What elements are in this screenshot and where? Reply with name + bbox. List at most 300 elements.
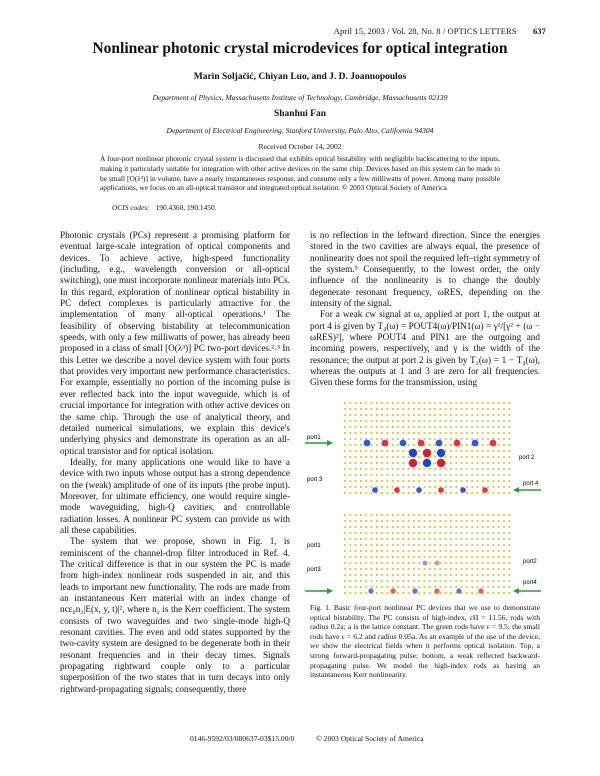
- lattice-rod: [455, 550, 457, 552]
- lattice-rod: [471, 532, 473, 534]
- lattice-rod: [439, 420, 441, 422]
- lattice-rod: [381, 544, 383, 546]
- lattice-rod: [508, 526, 510, 528]
- lattice-rod: [498, 556, 500, 558]
- lattice-rod: [360, 492, 362, 494]
- lattice-rod: [461, 562, 463, 564]
- lattice-rod: [471, 592, 473, 594]
- lattice-rod: [429, 402, 431, 404]
- lattice-rod: [418, 514, 420, 516]
- lattice-rod: [402, 592, 404, 594]
- lattice-rod: [450, 492, 452, 494]
- lattice-rod: [418, 574, 420, 576]
- running-header-text: April 15, 2003 / Vol. 28, No. 8 / OPTICS LETTERS: [333, 26, 517, 36]
- lattice-rod: [344, 444, 346, 446]
- lattice-rod: [392, 480, 394, 482]
- lattice-rod: [408, 480, 410, 482]
- lattice-rod: [349, 444, 351, 446]
- lattice-rod: [508, 468, 510, 470]
- lattice-rod: [434, 432, 436, 434]
- lattice-rod: [476, 462, 478, 464]
- lattice-rod: [450, 426, 452, 428]
- port-label: port 2: [519, 455, 535, 461]
- lattice-rod: [365, 562, 367, 564]
- lattice-rod: [461, 480, 463, 482]
- lattice-rod: [355, 414, 357, 416]
- lattice-rod: [439, 414, 441, 416]
- lattice-rod: [402, 408, 404, 410]
- lattice-rod: [365, 550, 367, 552]
- lattice-rod: [445, 474, 447, 476]
- lattice-rod: [429, 532, 431, 534]
- lattice-rod: [455, 456, 457, 458]
- lattice-rod: [397, 514, 399, 516]
- lattice-rod: [450, 432, 452, 434]
- lattice-rod: [445, 568, 447, 570]
- lattice-rod: [471, 462, 473, 464]
- lattice-rod: [355, 426, 357, 428]
- lattice-rod: [386, 468, 388, 470]
- lattice-rod: [402, 456, 404, 458]
- lattice-rod: [355, 580, 357, 582]
- lattice-rod: [413, 514, 415, 516]
- lattice-rod: [429, 420, 431, 422]
- field-blob: [423, 561, 428, 566]
- field-blob: [435, 561, 440, 566]
- lattice-rod: [429, 562, 431, 564]
- lattice-rod: [487, 526, 489, 528]
- lattice-rod: [397, 450, 399, 452]
- lattice-rod: [492, 456, 494, 458]
- lattice-rod: [376, 520, 378, 522]
- lattice-rod: [392, 438, 394, 440]
- lattice-rod: [370, 480, 372, 482]
- lattice-rod: [381, 462, 383, 464]
- lattice-rod: [344, 402, 346, 404]
- lattice-rod: [381, 480, 383, 482]
- lattice-rod: [349, 586, 351, 588]
- lattice-rod: [349, 492, 351, 494]
- lattice-rod: [370, 426, 372, 428]
- lattice-rod: [376, 544, 378, 546]
- lattice-rod: [476, 544, 478, 546]
- lattice-rod: [482, 580, 484, 582]
- lattice-rod: [466, 592, 468, 594]
- lattice-rod: [429, 592, 431, 594]
- lattice-rod: [461, 474, 463, 476]
- lattice-rod: [376, 456, 378, 458]
- affiliation-2: Department of Electrical Engineering, Stanford University, Palo Alto, California 94304: [166, 126, 434, 135]
- lattice-rod: [386, 450, 388, 452]
- lattice-rod: [370, 568, 372, 570]
- lattice-rod: [397, 574, 399, 576]
- lattice-rod: [344, 450, 346, 452]
- lattice-rod: [508, 514, 510, 516]
- lattice-rod: [397, 520, 399, 522]
- right-column: [310, 230, 540, 389]
- lattice-rod: [355, 562, 357, 564]
- abstract: A four-port nonlinear photonic crystal system is discussed that exhibits optical bistability with negligible backscattering to the inputs, making it particularly suitable for integration with other active devices on the same chip. Devices based on this system can be made to be small [O(λ³)] in volume, have a nearly instantaneous response, and consume only a few milliwatts of power. Among many possible applications, we focus on an all-optical transistor and integrated optical isolation. © 2003 Optical Society of America: [100, 154, 500, 193]
- lattice-rod: [492, 468, 494, 470]
- lattice-rod: [476, 550, 478, 552]
- lattice-rod: [492, 580, 494, 582]
- lattice-rod: [508, 580, 510, 582]
- lattice-rod: [344, 556, 346, 558]
- lattice-rod: [408, 438, 410, 440]
- ocis-codes: [112, 203, 217, 212]
- lattice-rod: [487, 580, 489, 582]
- lattice-rod: [434, 520, 436, 522]
- lattice-rod: [450, 592, 452, 594]
- lattice-rod: [349, 562, 351, 564]
- field-blob: [400, 440, 407, 447]
- lattice-rod: [370, 556, 372, 558]
- lattice-rod: [471, 450, 473, 452]
- lattice-rod: [466, 492, 468, 494]
- lattice-rod: [392, 514, 394, 516]
- lattice-rod: [360, 550, 362, 552]
- lattice-rod: [355, 586, 357, 588]
- lattice-rod: [498, 520, 500, 522]
- lattice-rod: [487, 486, 489, 488]
- lattice-rod: [360, 586, 362, 588]
- field-blob: [409, 449, 417, 457]
- field-blob: [482, 487, 488, 493]
- lattice-rod: [376, 414, 378, 416]
- lattice-rod: [455, 408, 457, 410]
- lattice-rod: [418, 520, 420, 522]
- lattice-rod: [503, 414, 505, 416]
- lattice-rod: [429, 520, 431, 522]
- lattice-rod: [461, 520, 463, 522]
- lattice-rod: [360, 444, 362, 446]
- lattice-rod: [376, 568, 378, 570]
- lattice-rod: [381, 408, 383, 410]
- lattice-rod: [355, 432, 357, 434]
- lattice-rod: [439, 562, 441, 564]
- lattice-rod: [476, 520, 478, 522]
- lattice-rod: [508, 432, 510, 434]
- lattice-rod: [482, 562, 484, 564]
- lattice-rod: [381, 586, 383, 588]
- lattice-rod: [408, 474, 410, 476]
- lattice-rod: [498, 414, 500, 416]
- lattice-rod: [429, 580, 431, 582]
- lattice-rod: [344, 592, 346, 594]
- arrowhead-icon: [513, 487, 519, 493]
- lattice-rod: [471, 520, 473, 522]
- lattice-rod: [445, 456, 447, 458]
- lattice-rod: [413, 486, 415, 488]
- lattice-rod: [455, 556, 457, 558]
- lattice-rod: [466, 414, 468, 416]
- lattice-rod: [360, 462, 362, 464]
- lattice-rod: [349, 420, 351, 422]
- lattice-rod: [445, 550, 447, 552]
- lattice-rod: [376, 556, 378, 558]
- lattice-rod: [376, 468, 378, 470]
- lattice-rod: [386, 592, 388, 594]
- lattice-rod: [471, 556, 473, 558]
- lattice-rod: [381, 514, 383, 516]
- lattice-rod: [418, 450, 420, 452]
- lattice-rod: [498, 514, 500, 516]
- lattice-rod: [408, 420, 410, 422]
- lattice-rod: [423, 568, 425, 570]
- lattice-rod: [450, 574, 452, 576]
- lattice-rod: [402, 420, 404, 422]
- lattice-rod: [402, 586, 404, 588]
- lattice-rod: [386, 456, 388, 458]
- lattice-rod: [492, 544, 494, 546]
- lattice-rod: [498, 544, 500, 546]
- lattice-rod: [482, 532, 484, 534]
- lattice-rod: [386, 492, 388, 494]
- lattice-rod: [466, 526, 468, 528]
- lattice-rod: [492, 538, 494, 540]
- lattice-rod: [461, 586, 463, 588]
- lattice-rod: [397, 444, 399, 446]
- lattice-rod: [461, 468, 463, 470]
- lattice-rod: [508, 420, 510, 422]
- lattice-rod: [423, 532, 425, 534]
- lattice-rod: [349, 468, 351, 470]
- lattice-rod: [344, 468, 346, 470]
- lattice-rod: [381, 456, 383, 458]
- lattice-rod: [397, 420, 399, 422]
- lattice-rod: [402, 562, 404, 564]
- lattice-rod: [408, 520, 410, 522]
- lattice-rod: [392, 486, 394, 488]
- lattice-rod: [434, 414, 436, 416]
- lattice-rod: [376, 432, 378, 434]
- lattice-rod: [445, 520, 447, 522]
- lattice-rod: [461, 432, 463, 434]
- lattice-rod: [492, 474, 494, 476]
- lattice-rod: [498, 444, 500, 446]
- lattice-rod: [397, 408, 399, 410]
- lattice-rod: [503, 580, 505, 582]
- lattice-rod: [476, 414, 478, 416]
- lattice-rod: [392, 468, 394, 470]
- lattice-rod: [503, 438, 505, 440]
- lattice-rod: [466, 538, 468, 540]
- lattice-rod: [482, 432, 484, 434]
- lattice-rod: [487, 544, 489, 546]
- lattice-rod: [413, 468, 415, 470]
- lattice-rod: [461, 544, 463, 546]
- lattice-rod: [413, 480, 415, 482]
- lattice-rod: [498, 420, 500, 422]
- lattice-rod: [392, 474, 394, 476]
- lattice-rod: [408, 556, 410, 558]
- lattice-rod: [434, 420, 436, 422]
- lattice-rod: [455, 586, 457, 588]
- lattice-rod: [392, 462, 394, 464]
- paragraph: is no reflection in the leftward direction. Since the energies stored in the two cavities are always equal, the presence of nonlinearity does not spoil the required left–right symmetry of the system.⁵ Consequently, to the lowest order, the only influence of the nonlinearity is to change the doubly degenerate resonant frequency, ωRES, depending on the intensity of the signal.: [310, 230, 540, 309]
- lattice-rod: [476, 538, 478, 540]
- lattice-rod: [503, 586, 505, 588]
- lattice-rod: [429, 480, 431, 482]
- lattice-rod: [344, 438, 346, 440]
- lattice-rod: [445, 402, 447, 404]
- lattice-rod: [365, 586, 367, 588]
- lattice-rod: [408, 468, 410, 470]
- lattice-rod: [360, 474, 362, 476]
- lattice-rod: [439, 586, 441, 588]
- lattice-rod: [503, 486, 505, 488]
- lattice-rod: [402, 544, 404, 546]
- lattice-rod: [344, 586, 346, 588]
- lattice-rod: [434, 556, 436, 558]
- lattice-rod: [381, 520, 383, 522]
- lattice-rod: [402, 574, 404, 576]
- lattice-rod: [445, 592, 447, 594]
- lattice-rod: [503, 550, 505, 552]
- lattice-rod: [397, 474, 399, 476]
- lattice-rod: [370, 456, 372, 458]
- lattice-rod: [450, 550, 452, 552]
- lattice-rod: [503, 556, 505, 558]
- lattice-rod: [434, 586, 436, 588]
- lattice-rod: [492, 426, 494, 428]
- lattice-rod: [498, 426, 500, 428]
- lattice-rod: [386, 550, 388, 552]
- lattice-rod: [413, 538, 415, 540]
- lattice-rod: [381, 526, 383, 528]
- lattice-rod: [349, 538, 351, 540]
- lattice-rod: [381, 468, 383, 470]
- lattice-rod: [392, 450, 394, 452]
- lattice-rod: [466, 514, 468, 516]
- lattice-rod: [466, 544, 468, 546]
- lattice-rod: [418, 556, 420, 558]
- lattice-rod: [450, 586, 452, 588]
- lattice-rod: [434, 402, 436, 404]
- lattice-rod: [397, 550, 399, 552]
- lattice-rod: [450, 450, 452, 452]
- lattice-rod: [365, 450, 367, 452]
- lattice-rod: [487, 468, 489, 470]
- lattice-rod: [386, 486, 388, 488]
- lattice-rod: [487, 562, 489, 564]
- lattice-rod: [344, 408, 346, 410]
- lattice-rod: [439, 580, 441, 582]
- lattice-rod: [482, 444, 484, 446]
- port-label: port1: [307, 435, 321, 441]
- lattice-rod: [498, 468, 500, 470]
- lattice-rod: [434, 580, 436, 582]
- lattice-rod: [397, 414, 399, 416]
- lattice-rod: [466, 568, 468, 570]
- lattice-rod: [503, 480, 505, 482]
- lattice-rod: [445, 556, 447, 558]
- field-blob: [490, 440, 497, 447]
- lattice-rod: [360, 592, 362, 594]
- field-blob: [456, 588, 461, 593]
- lattice-rod: [487, 432, 489, 434]
- lattice-rod: [498, 480, 500, 482]
- port-label: port3: [307, 567, 321, 573]
- lattice-rod: [365, 468, 367, 470]
- lattice-rod: [381, 426, 383, 428]
- lattice-rod: [429, 444, 431, 446]
- lattice-rod: [503, 450, 505, 452]
- lattice-rod: [429, 426, 431, 428]
- lattice-rod: [476, 580, 478, 582]
- lattice-rod: [392, 556, 394, 558]
- lattice-rod: [476, 568, 478, 570]
- lattice-rod: [498, 450, 500, 452]
- lattice-rod: [466, 432, 468, 434]
- lattice-rod: [392, 544, 394, 546]
- lattice-rod: [360, 414, 362, 416]
- lattice-rod: [360, 520, 362, 522]
- lattice-rod: [376, 420, 378, 422]
- lattice-rod: [476, 480, 478, 482]
- lattice-rod: [466, 426, 468, 428]
- ocis-label: OCIS codes:: [112, 203, 150, 212]
- lattice-rod: [349, 474, 351, 476]
- lattice-rod: [450, 438, 452, 440]
- lattice-rod: [461, 580, 463, 582]
- lattice-rod: [476, 492, 478, 494]
- lattice-rod: [439, 474, 441, 476]
- lattice-rod: [487, 450, 489, 452]
- footer-copyright: © 2003 Optical Society of America: [316, 734, 424, 743]
- lattice-rod: [450, 414, 452, 416]
- lattice-rod: [397, 556, 399, 558]
- lattice-rod: [408, 580, 410, 582]
- lattice-rod: [344, 492, 346, 494]
- lattice-rod: [455, 574, 457, 576]
- field-blob: [437, 449, 445, 457]
- lattice-rod: [508, 592, 510, 594]
- lattice-rod: [487, 538, 489, 540]
- lattice-rod: [370, 420, 372, 422]
- lattice-rod: [445, 432, 447, 434]
- lattice-rod: [418, 562, 420, 564]
- lattice-rod: [376, 408, 378, 410]
- lattice-rod: [482, 544, 484, 546]
- lattice-rod: [455, 526, 457, 528]
- lattice-rod: [365, 492, 367, 494]
- lattice-rod: [476, 420, 478, 422]
- lattice-rod: [466, 480, 468, 482]
- lattice-rod: [423, 468, 425, 470]
- lattice-rod: [466, 450, 468, 452]
- lattice-rod: [408, 414, 410, 416]
- lattice-rod: [471, 586, 473, 588]
- lattice-rod: [439, 538, 441, 540]
- lattice-rod: [365, 556, 367, 558]
- lattice-rod: [487, 414, 489, 416]
- lattice-rod: [450, 568, 452, 570]
- lattice-rod: [360, 420, 362, 422]
- lattice-rod: [392, 520, 394, 522]
- lattice-rod: [476, 592, 478, 594]
- lattice-rod: [365, 408, 367, 410]
- lattice-rod: [461, 462, 463, 464]
- lattice-rod: [355, 544, 357, 546]
- lattice-rod: [408, 426, 410, 428]
- lattice-rod: [349, 432, 351, 434]
- lattice-rod: [450, 486, 452, 488]
- lattice-rod: [461, 532, 463, 534]
- lattice-rod: [434, 462, 436, 464]
- lattice-rod: [386, 402, 388, 404]
- lattice-rod: [344, 574, 346, 576]
